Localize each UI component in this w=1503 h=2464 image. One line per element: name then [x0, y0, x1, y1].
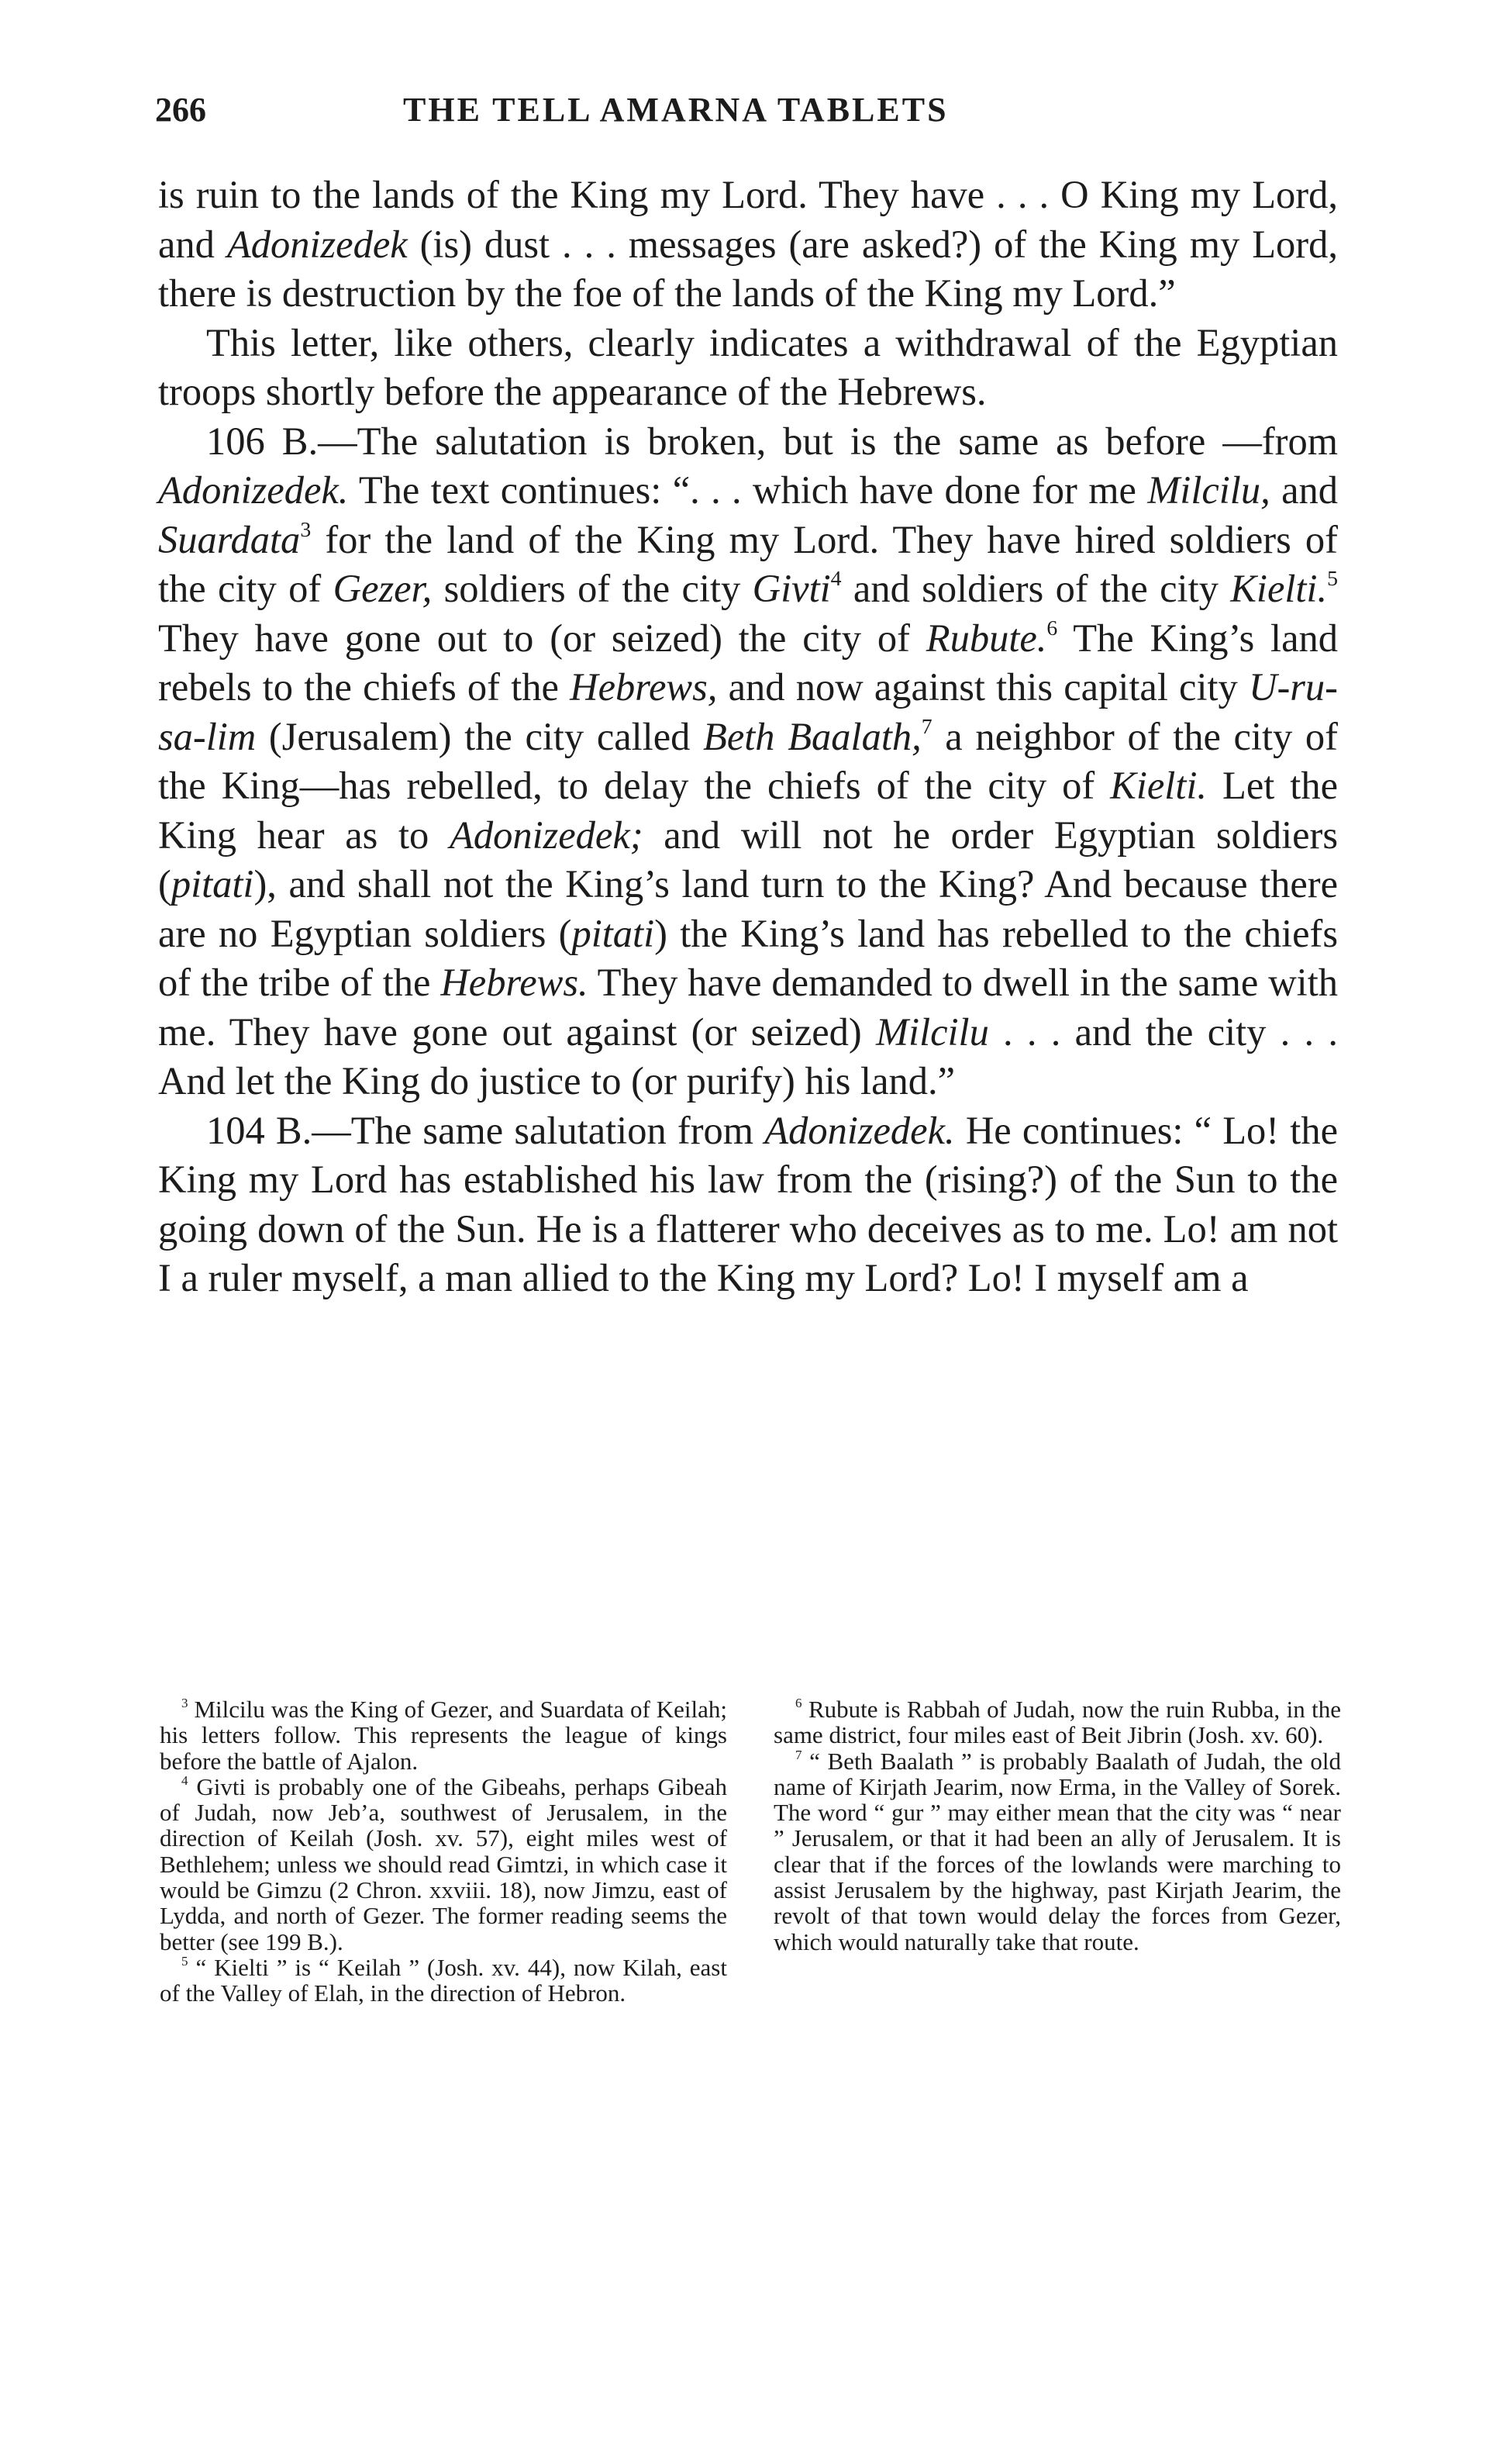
footnotes — [160, 1696, 1339, 2162]
paragraph-4: 104 B.—The same salutation from Adonizedek. He continues: “ Lo! the King my Lord has established his law from the (rising?) of the Sun to the going down of the Sun. He is a flatterer who deceives as to me. Lo! am not I a ruler myself, a man allied to the King my Lord? Lo! I myself am a — [158, 1108, 1338, 1299]
footnotes-left-column — [160, 1696, 727, 2007]
footnote-ref-6: 6 — [1046, 616, 1058, 640]
footnote-ref-5: 5 — [1327, 567, 1338, 592]
footnotes-right-column — [774, 1696, 1341, 1955]
footnote-3: $^3$ Milcilu was the King of Gezer, and Suardata of Keilah; his letters follow. This represents the league of kings before the battle of Ajalon. — [160, 1696, 727, 1775]
footnote-ref-4: 4 — [830, 567, 842, 592]
running-head — [155, 87, 1333, 133]
paragraph-2: This letter, like others, clearly indicates a withdrawal of the Egyptian troops shortly before the appearance of the Hebrews. — [158, 320, 1338, 413]
footnote-4: $^4$ Givti is probably one of the Gibeahs, perhaps Gibeah of Judah, now Jeb’a, southwest of Jerusalem, in the direction of Keilah (Josh. xv. 57), eight miles west of Bethlehem; unless we should read Gimtzi, in which case it would be Gimzu (2 Chron. xxviii. 18), now Jimzu, east of Lydda, and north of Gezer. The former reading seems the better (see 199 B.). — [160, 1772, 727, 1955]
running-title: THE TELL AMARNA TABLETS — [403, 91, 949, 129]
footnote-7: $^7$ “ Beth Baalath ” is probably Baalath of Judah, the old name of Kirjath Jearim, now Erma, in the Valley of Sorek. The word “ gur ” may either mean that the city was “ near ” Jerusalem, or that it had been an ally of Jerusalem. It is clear that if the forces of the lowlands were marching to assist Jerusalem by the highway, past Kirjath Jearim, the revolt of that town would delay the forces from Gezer, which would naturally take that route. — [774, 1747, 1341, 1955]
page-number: 266 — [155, 91, 206, 129]
footnote-6: $^6$ Rubute is Rabbah of Judah, now the ruin Rubba, in the same district, four miles east of Beit Jibrin (Josh. xv. 60). — [774, 1696, 1341, 1749]
footnote-ref-7: 7 — [921, 714, 932, 739]
footnote-5: $^5$ “ Kielti ” is “ Keilah ” (Josh. xv. 44), now Kilah, east of the Valley of Elah, in the direction of Hebron. — [160, 1953, 727, 2007]
body-text — [158, 171, 1338, 1303]
paragraph-3: 106 B.—The salutation is broken, but is the same as before —from Adonizedek. The text continues: “. . . which have done for me Milcilu, and Suardata$^3$ for the land of the King my Lord. They have hired soldiers of the city of Gezer, soldiers of the city Givti$^4$ and soldiers of the city Kielti.$^5$ They have gone out to (or seized) the city of Rubute.$^6$ The King’s land rebels to the chiefs of the Hebrews, and now against this capital city U-ru-sa-lim (Jerusalem) the city called Beth Baalath,$^7$ a neighbor of the city of the King—has rebelled, to delay the chiefs of the city of Kielti. Let the King hear as to Adonizedek; and will not he order Egyptian soldiers (pitati), and shall not the King’s land turn to the King? And because there are no Egyptian soldiers (pitati) the King’s land has rebelled to the chiefs of the tribe of the Hebrews. They have demanded to dwell in the same with me. They have gone out against (or seized) Milcilu . . . and the city . . . And let the King do justice to (or purify) his land.” — [158, 419, 1338, 1103]
paragraph-1: is ruin to the lands of the King my Lord. They have . . . O King my Lord, and Adonizedek (is) dust . . . messages (are asked?) of the King my Lord, there is destruction by the foe of the lands of the King my Lord.” — [158, 173, 1338, 315]
footnote-ref-3: 3 — [300, 517, 312, 542]
